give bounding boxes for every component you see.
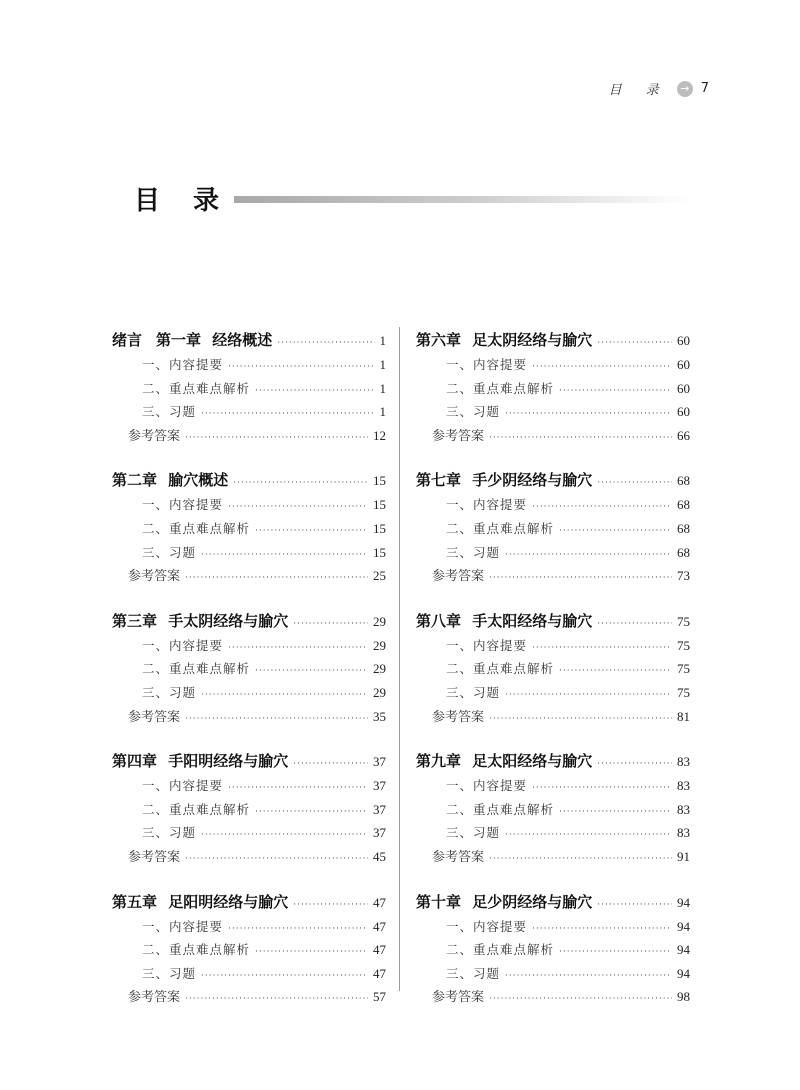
toc-section-entry[interactable] [112, 798, 386, 822]
toc-answer-entry[interactable] [416, 424, 690, 448]
chapter-prefix: 绪言 [112, 331, 143, 349]
dot-leader [597, 892, 672, 918]
toc-section-entry[interactable] [112, 938, 386, 962]
dot-leader [255, 801, 368, 825]
dot-leader [293, 751, 368, 777]
toc-section-entry-page: 75 [677, 661, 690, 677]
toc-chapter [416, 608, 690, 728]
toc-chapter-entry-label [416, 467, 592, 493]
toc-section-entry-page: 29 [373, 661, 386, 677]
toc-chapter-entry-text: 第六章 足太阴经络与腧穴 [416, 331, 593, 349]
toc-section-entry-page: 68 [677, 544, 690, 560]
toc-chapter-entry-page: 29 [373, 613, 386, 629]
dot-leader [233, 470, 368, 496]
toc-section-entry-page: 15 [373, 497, 386, 513]
toc-section-entry[interactable] [112, 681, 386, 705]
column-divider [399, 327, 400, 991]
toc-answer-entry-page: 12 [373, 427, 386, 443]
toc-chapter-entry-text: 第十章 足少阴经络与腧穴 [416, 892, 593, 911]
toc-section-entry-text: 二、重点难点解析 [142, 942, 251, 958]
toc-section-entry-label [416, 541, 500, 565]
toc-chapter-entry-page: 68 [677, 473, 690, 489]
dot-leader [489, 567, 672, 591]
toc-section-entry-page: 60 [677, 404, 690, 420]
toc-answer-entry-label [416, 565, 484, 589]
toc-section-entry-label [112, 517, 250, 541]
toc-answer-entry-text: 参考答案 [128, 569, 181, 585]
toc-answer-entry-label [112, 986, 180, 1010]
toc-section-entry[interactable] [416, 657, 690, 681]
title-decorative-bar [234, 196, 690, 203]
dot-leader [255, 520, 368, 544]
toc-section-entry-text: 二、重点难点解析 [446, 942, 555, 958]
toc-section-entry[interactable] [112, 377, 386, 401]
toc-section-entry-text: 三、习题 [142, 544, 197, 560]
dot-leader [559, 941, 672, 965]
toc-chapter-entry-page: 1 [379, 333, 386, 348]
toc-section-entry-text: 一、内容提要 [446, 778, 528, 794]
toc-section-entry[interactable] [112, 915, 386, 939]
toc-chapter-entry-label [416, 327, 592, 353]
toc-section-entry-text: 一、内容提要 [142, 778, 224, 794]
toc-chapter-entry[interactable] [416, 748, 690, 774]
dot-leader [597, 470, 672, 496]
toc-section-entry-page: 75 [677, 684, 690, 700]
toc-chapter [112, 889, 386, 1009]
toc-section-entry[interactable] [112, 821, 386, 845]
toc-section-entry-label [416, 353, 527, 377]
toc-chapter [416, 327, 690, 447]
dot-leader [505, 684, 672, 708]
toc-answer-entry-page: 25 [373, 568, 386, 584]
toc-chapter-entry-label [112, 608, 288, 634]
dot-leader [293, 892, 368, 918]
dot-leader [597, 751, 672, 777]
toc-section-entry-page: 29 [373, 637, 386, 653]
toc-section-entry[interactable] [112, 657, 386, 681]
toc-section-entry-label [416, 798, 554, 822]
toc-chapter [112, 748, 386, 868]
toc-answer-entry-text: 参考答案 [432, 569, 485, 585]
toc-section-entry-page: 47 [373, 965, 386, 981]
toc-section-entry-text: 三、习题 [142, 825, 197, 841]
toc-section-entry-label [112, 377, 250, 401]
toc-chapter [416, 748, 690, 868]
toc-section-entry[interactable] [416, 938, 690, 962]
toc-section-entry[interactable] [416, 353, 690, 377]
toc-section-entry-label [416, 821, 500, 845]
toc-section-entry-label [112, 657, 250, 681]
toc-section-entry-text: 二、重点难点解析 [446, 520, 555, 536]
toc-section-entry-label [416, 962, 500, 986]
toc-answer-entry-label [112, 425, 180, 449]
toc-chapter [112, 467, 386, 587]
dot-leader [559, 660, 672, 684]
toc-section-entry-page: 83 [677, 801, 690, 817]
toc-answer-entry-page: 66 [677, 427, 690, 443]
toc-section-entry-page: 94 [677, 965, 690, 981]
toc-section-entry-page: 37 [373, 825, 386, 841]
toc-answer-entry-page: 35 [373, 708, 386, 724]
toc-chapter-entry-label [416, 608, 592, 634]
toc-chapter-entry[interactable] [416, 327, 690, 353]
toc-answer-entry-page: 57 [373, 989, 386, 1005]
toc-section-entry-text: 三、习题 [446, 684, 501, 700]
toc-section-entry-page: 29 [373, 684, 386, 700]
toc-section-entry[interactable] [416, 915, 690, 939]
toc-section-entry-label [112, 798, 250, 822]
dot-leader [185, 567, 368, 591]
toc-chapter-entry[interactable] [112, 327, 386, 353]
toc-section-entry-text: 三、习题 [142, 684, 197, 700]
toc-answer-entry-text: 参考答案 [432, 428, 485, 444]
toc-section-entry-page: 83 [677, 778, 690, 794]
toc-answer-entry[interactable] [112, 985, 386, 1009]
toc-chapter-entry[interactable] [112, 748, 386, 774]
dot-leader [255, 660, 368, 684]
toc-section-entry-text: 一、内容提要 [446, 497, 528, 513]
toc-chapter-entry-label [112, 748, 288, 774]
toc-section-entry[interactable] [416, 681, 690, 705]
toc-answer-entry[interactable] [416, 705, 690, 729]
dot-leader [489, 708, 672, 732]
toc-section-entry[interactable] [112, 962, 386, 986]
dot-leader [185, 427, 368, 451]
toc-column-left [112, 327, 386, 1029]
toc-section-entry-page: 68 [677, 497, 690, 513]
toc-section-entry[interactable] [416, 798, 690, 822]
toc-answer-entry-text: 参考答案 [432, 709, 485, 725]
dot-leader [597, 611, 672, 637]
toc-section-entry[interactable] [112, 493, 386, 517]
toc-answer-entry-text: 参考答案 [128, 709, 181, 725]
toc-section-entry-page: 60 [677, 380, 690, 396]
toc-chapter-entry-text: 第八章 手太阳经络与腧穴 [416, 611, 593, 630]
toc-answer-entry-label [416, 986, 484, 1010]
toc-section-entry-label [112, 821, 196, 845]
toc-chapter-entry-text: 第三章 手太阴经络与腧穴 [112, 611, 289, 630]
toc-section-entry[interactable] [112, 774, 386, 798]
toc-chapter [112, 608, 386, 728]
toc-section-entry-page: 1 [379, 404, 386, 420]
toc-section-entry-label [416, 377, 554, 401]
toc-section-entry-page: 1 [379, 357, 386, 372]
dot-leader [505, 403, 672, 427]
toc-section-entry[interactable] [416, 634, 690, 658]
toc-section-entry[interactable] [112, 353, 386, 377]
dot-leader [489, 427, 672, 451]
toc-section-entry-label [416, 774, 527, 798]
toc-chapter-entry-label [112, 467, 228, 493]
dot-leader [201, 684, 368, 708]
toc-answer-entry-page: 98 [677, 989, 690, 1005]
toc-section-entry-text: 一、内容提要 [446, 357, 528, 372]
dot-leader [201, 965, 368, 989]
toc-section-entry[interactable] [416, 517, 690, 541]
dot-leader [185, 988, 368, 1012]
toc-chapter-entry[interactable] [416, 889, 690, 915]
toc-section-entry-page: 15 [373, 544, 386, 560]
toc-section-entry-text: 一、内容提要 [142, 918, 224, 934]
toc-section-entry-page: 15 [373, 520, 386, 536]
toc-answer-entry-text: 参考答案 [128, 990, 181, 1006]
dot-leader [505, 544, 672, 568]
toc-section-entry[interactable] [416, 821, 690, 845]
toc-answer-entry-label [112, 706, 180, 730]
toc-section-entry-label [112, 634, 223, 658]
toc-chapter-entry-page: 47 [373, 894, 386, 910]
toc-section-entry-text: 一、内容提要 [446, 637, 528, 653]
toc-section-entry-label [112, 493, 223, 517]
dot-leader [559, 380, 672, 404]
toc-section-entry-label [112, 774, 223, 798]
dot-leader [185, 708, 368, 732]
toc-answer-entry-label [416, 706, 484, 730]
toc-section-entry-text: 二、重点难点解析 [446, 801, 555, 817]
toc-section-entry-page: 37 [373, 778, 386, 794]
toc-answer-entry-text: 参考答案 [128, 849, 181, 865]
toc-section-entry[interactable] [416, 400, 690, 424]
toc-section-entry-page: 1 [379, 380, 386, 396]
toc-chapter [112, 327, 386, 447]
toc-section-entry-label [416, 938, 554, 962]
dot-leader [597, 330, 672, 356]
toc-section-entry[interactable] [416, 962, 690, 986]
toc-chapter-entry-page: 37 [373, 754, 386, 770]
toc-answer-entry-label [112, 565, 180, 589]
toc-chapter-entry-page: 75 [677, 613, 690, 629]
toc-chapter-entry-page: 60 [677, 333, 690, 348]
toc-answer-entry[interactable] [112, 845, 386, 869]
toc-section-entry[interactable] [416, 493, 690, 517]
toc-answer-entry-text: 参考答案 [432, 849, 485, 865]
toc-column-right [416, 327, 690, 1029]
dot-leader [559, 801, 672, 825]
toc-section-entry-label [416, 681, 500, 705]
toc-section-entry-text: 二、重点难点解析 [142, 520, 251, 536]
dot-leader [277, 330, 374, 356]
toc-section-entry-page: 47 [373, 942, 386, 958]
toc-answer-entry-page: 81 [677, 708, 690, 724]
toc-chapter-entry-text: 第二章 腧穴概述 [112, 471, 229, 490]
toc-section-entry-text: 一、内容提要 [142, 357, 224, 372]
toc-section-entry-label [112, 681, 196, 705]
toc-section-entry[interactable] [112, 517, 386, 541]
toc-section-entry-label [416, 915, 527, 939]
toc-section-entry-label [416, 634, 527, 658]
toc-section-entry-label [112, 400, 196, 424]
toc-section-entry-page: 37 [373, 801, 386, 817]
toc-chapter-entry-text: 第四章 手阳明经络与腧穴 [112, 752, 289, 771]
arrow-right-icon: → [677, 81, 693, 97]
dot-leader [505, 824, 672, 848]
toc-section-entry-label [416, 493, 527, 517]
toc-chapter [416, 467, 690, 587]
running-header [609, 79, 709, 98]
toc-chapter [416, 889, 690, 1009]
toc-chapter-entry[interactable] [416, 608, 690, 634]
toc-section-entry-label [112, 541, 196, 565]
dot-leader [255, 380, 374, 404]
toc-section-entry-page: 94 [677, 918, 690, 934]
toc-section-entry-text: 二、重点难点解析 [142, 661, 251, 677]
toc-section-entry[interactable] [416, 774, 690, 798]
toc-section-entry-text: 二、重点难点解析 [142, 801, 251, 817]
toc-section-entry-text: 三、习题 [142, 965, 197, 981]
toc-chapter-entry-text: 第七章 手少阴经络与腧穴 [416, 471, 593, 490]
dot-leader [201, 403, 374, 427]
toc-section-entry-label [416, 400, 500, 424]
toc-section-entry-page: 47 [373, 918, 386, 934]
toc-section-entry-text: 一、内容提要 [446, 918, 528, 934]
toc-section-entry-text: 一、内容提要 [142, 637, 224, 653]
dot-leader [201, 824, 368, 848]
dot-leader [255, 941, 368, 965]
toc-chapter-entry-text: 第五章 足阳明经络与腧穴 [112, 892, 289, 911]
toc-section-entry-label [112, 353, 223, 377]
toc-section-entry-page: 83 [677, 825, 690, 841]
toc-section-entry-page: 94 [677, 942, 690, 958]
toc-section-entry-text: 二、重点难点解析 [446, 380, 555, 396]
toc-title-block [134, 180, 231, 217]
dot-leader [559, 520, 672, 544]
toc-chapter-entry[interactable] [112, 608, 386, 634]
toc-answer-entry[interactable] [416, 564, 690, 588]
toc-answer-entry-label [112, 846, 180, 870]
running-header-title: 目 录 [608, 83, 669, 98]
dot-leader [185, 848, 368, 872]
toc-section-entry-text: 三、习题 [446, 965, 501, 981]
dot-leader [505, 965, 672, 989]
toc-section-entry-label [416, 517, 554, 541]
toc-section-entry-label [112, 962, 196, 986]
toc-section-entry-label [416, 657, 554, 681]
toc-chapter-entry-text: 第一章 经络概述 [156, 331, 273, 349]
toc-section-entry[interactable] [416, 377, 690, 401]
toc-section-entry-text: 三、习题 [142, 404, 197, 420]
toc-section-entry-text: 三、习题 [446, 544, 501, 560]
toc-answer-entry[interactable] [416, 985, 690, 1009]
toc-chapter-entry-label [416, 748, 592, 774]
toc-section-entry-page: 60 [677, 357, 690, 372]
toc-section-entry[interactable] [112, 400, 386, 424]
toc-answer-entry[interactable] [416, 845, 690, 869]
toc-chapter-entry-label [112, 327, 272, 353]
toc-chapter-entry-label [416, 889, 592, 915]
toc-answer-entry[interactable] [112, 424, 386, 448]
toc-section-entry-text: 三、习题 [446, 825, 501, 841]
toc-chapter-entry-page: 83 [677, 754, 690, 770]
dot-leader [489, 988, 672, 1012]
toc-answer-entry-label [416, 846, 484, 870]
toc-section-entry[interactable] [112, 541, 386, 565]
toc-chapter-entry[interactable] [112, 467, 386, 493]
toc-answer-entry-page: 91 [677, 848, 690, 864]
toc-section-entry-label [112, 938, 250, 962]
dot-leader [489, 848, 672, 872]
toc-answer-entry[interactable] [112, 705, 386, 729]
toc-chapter-entry-page: 94 [677, 894, 690, 910]
toc-section-entry-page: 68 [677, 520, 690, 536]
toc-section-entry-label [112, 915, 223, 939]
toc-answer-entry-page: 73 [677, 568, 690, 584]
toc-section-entry[interactable] [112, 634, 386, 658]
toc-section-entry-text: 二、重点难点解析 [142, 380, 251, 396]
toc-chapter-entry-page: 15 [373, 473, 386, 489]
toc-chapter-entry[interactable] [416, 467, 690, 493]
toc-section-entry-text: 一、内容提要 [142, 497, 224, 513]
page-number: 7 [700, 81, 709, 96]
toc-answer-entry-page: 45 [373, 848, 386, 864]
toc-section-entry-text: 三、习题 [446, 404, 501, 420]
toc-answer-entry-text: 参考答案 [128, 428, 181, 444]
toc-answer-entry-label [416, 425, 484, 449]
toc-section-entry-page: 75 [677, 637, 690, 653]
toc-chapter-entry[interactable] [112, 889, 386, 915]
toc-chapter-entry-text: 第九章 足太阳经络与腧穴 [416, 752, 593, 771]
toc-chapter-entry-label [112, 889, 288, 915]
page-title: 目 录 [134, 186, 232, 216]
dot-leader [201, 544, 368, 568]
toc-answer-entry-text: 参考答案 [432, 990, 485, 1006]
toc-answer-entry[interactable] [112, 564, 386, 588]
toc-section-entry[interactable] [416, 541, 690, 565]
dot-leader [293, 611, 368, 637]
toc-section-entry-text: 二、重点难点解析 [446, 661, 555, 677]
